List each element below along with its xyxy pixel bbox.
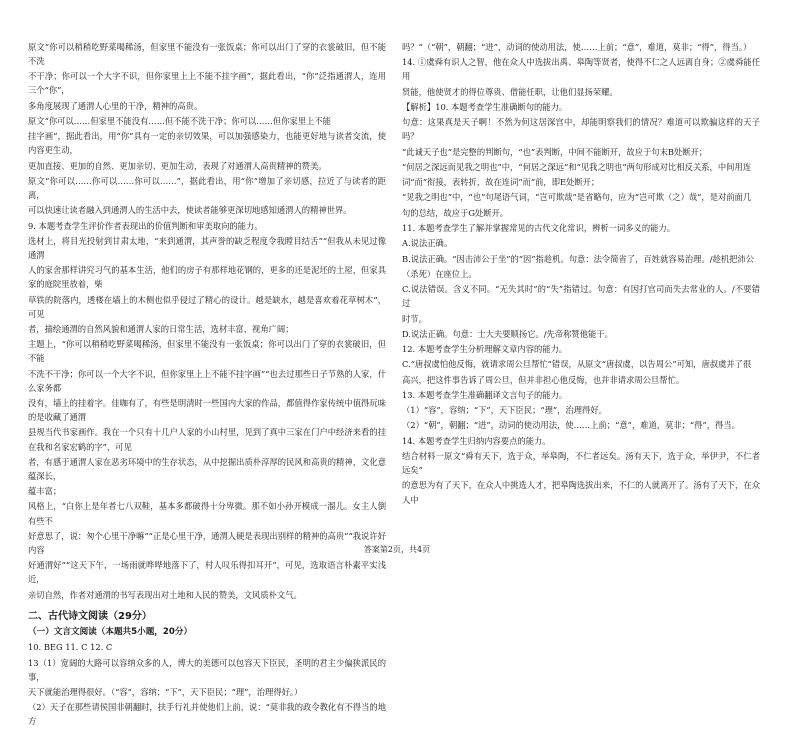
- right-column: [402, 40, 760, 508]
- text-line: 的意思为有了天下，在众人中挑选人才，把皋陶选拔出来，不仁的人就离开了。汤有了天下，在众人中: [402, 480, 760, 505]
- text-line: 14. ①虞舜有识人之智，他在众人中选拔出禹、皋陶等贤者，使得不仁之人远离自身；②虞舜能任用: [402, 57, 760, 82]
- text-line: 可以快速让读者融入到通渭人的生活中去，使读者能够更深切地感知通渭人的精神世界。: [28, 205, 352, 216]
- text-line: 12. 本题考查学生分析理解文章内容的能力。: [402, 344, 568, 355]
- text-line: （1）“容”，容纳；“下”，天下臣民；“理”，治理得好。: [402, 405, 607, 416]
- text-line: B.说法正确。“因击沛公于坐”的“因”指趁机。句意：法令简省了，百姓就容易治理。/趁机把沛公: [402, 253, 755, 264]
- text-line: D.说法正确。句意：士大夫要顺扬它。/先帝称赞他能干。: [402, 328, 613, 339]
- text-line: 14. 本题考查学生归纳内容要点的能力。: [402, 435, 551, 446]
- text-line: 不干净；你可以一个大字不识，但你家里上上不能不挂字画”，据此看出，“你”泛指通渭人，连用三个“你”，: [28, 71, 386, 96]
- text-line: 风格上，“白你上是年者七八双鞋，基本多都破得十分卑微。那不如小孙开模成一溜儿。女主人倒有些不: [28, 501, 386, 526]
- left-paragraphs: [28, 40, 386, 602]
- text-line: 好意思了，说：匆个心里干净嘛”“正是心里干净，通渭人硬是表现出别样的精神的高贵”“我说许好内容: [28, 530, 386, 555]
- text-line: 原文“你可以……你可以……你可以……”，据此看出，用“你”增加了亲切感，拉近了与读者的距离，: [28, 175, 386, 201]
- text-line: （杀死）在座位上。: [402, 268, 477, 279]
- text-line: 者，有感于通渭人家在恶劣环境中的生存状态，从中挖掘出质朴淳厚的民风和高贵的精神，文化意蕴深长，: [28, 456, 386, 481]
- text-line: 句的总结，故应于G处断开。: [402, 207, 509, 218]
- text-line: 亲切自然，作者对通渭的书写表现出对土地和人民的赞美，文风质朴文气。: [28, 589, 302, 600]
- text-line: 9. 本题考查学生评价作者表现出的价值判断和审美取向的能力。: [28, 220, 263, 231]
- text-line: A.说法正确。: [402, 238, 453, 249]
- text-line: 人的家舍那样讲究习气的基本生活，他们的房子有那样地花钢的，更多的还是泥坯的土屋，但家具家的庭院里放着，柴: [28, 265, 386, 290]
- text-line: 选材上，将目光投射到甘肃太地，“来到通渭，其声誉的缺乏程度令我瞠目结舌”“但我从未见过像通渭: [28, 235, 386, 260]
- text-line: 没有，墙上的挂着字。佳咖有了，有些是明清时一些国内大家的作品，都值得作家传统中值得玩味的是收藏了通渭: [28, 398, 386, 423]
- text-line: 好通渭好”“这天下午，一场雨就哗哗地落下了，村人叹乐得扣耳开”，可见，选取语言朴素平实浅近，: [28, 560, 386, 585]
- text-line: C.说法错误。含义不同。“无失其时”的“失”指错过。句意：有因打官司而失去常业的人。/不要错过: [402, 284, 760, 309]
- text-line: 不洗不干净；你可以一个大字不识，但你家里上上不能不挂字画”“也去过那些日子节熟的人家，什么家务都: [28, 368, 386, 393]
- text-line: “见我之明也”中，“也”句尾语气词，“岂可欺哉”是省略句，应为“岂可欺（之）哉”，是对前面几: [402, 192, 752, 203]
- text-line: 贤能，他使贤才的得位尊贵、借能任职，让他们显扬荣耀。: [402, 86, 618, 97]
- text-line: 词“而”衔接，表转折，故在连词“而”前，即E处断开；: [402, 177, 600, 188]
- text-line: 更加直接、更加的自然、更加亲切、更加生动，表现了对通渭人高贵精神的赞美。: [28, 160, 327, 171]
- text-line: 原文“你可以稍稍吃野菜喝稀汤，但家里不能没有一张饭桌；你可以出门了穿的衣裳破旧，但不能不洗: [28, 42, 386, 67]
- text-line: 原文“你可以……但家里不能没有……但不能不洗干净；你可以……但你家里上不能: [28, 116, 331, 127]
- text-line: 蕴丰富；: [28, 486, 62, 497]
- text-line: 时节。: [402, 313, 427, 324]
- text-line: （2）天子在那些请侯国非朝翻时，扶手行礼并使他们上前，说：“莫非我的政令教化有不得当的地方: [28, 702, 386, 727]
- section-heading: 二、古代诗文阅读（29分）: [28, 610, 152, 622]
- text-line: 11. 本题考查学生了解并掌握常见的古代文化常识，辨析一词多义的能力。: [402, 223, 676, 233]
- text-line: “何居之深远而见我之明也”中，“何居之深远”和“见我之明也”两句形成对比相反关系，中间用连: [402, 161, 752, 172]
- subsection-heading: （一）文言文阅读（本题共5小题，20分）: [28, 626, 193, 637]
- text-line: 主题上，“你可以稍稍吃野菜喝稀汤，但家里不能没有一张饭桌；你可以出门了穿的衣裳破旧，但不能: [28, 339, 386, 364]
- text-line: 吗？”（“朝”，朝翻；“进”，动词的使动用法，使……上前；“意”，难道，莫非；“得”，得当。）: [402, 42, 752, 52]
- text-line: 结合材料一原文“舜有天下，选于众，举皋陶，不仁者远矣。汤有天下，选于众，举伊尹，不仁者远矣”: [402, 451, 760, 476]
- text-line: 13. 本题考查学生准确翻译文言句子的能力。: [402, 389, 568, 400]
- text-line: 县规当代书家画作。我在一个只有十几户人家的小山村里，见到了真中三家在门户中经济来看的挂在我和名家宏鹤的字”，可见: [28, 427, 386, 452]
- page-footer: 答案第2页，共4页: [363, 545, 431, 554]
- text-line: （2）“朝”，朝翻；“进”，动词的使动用法，使……上前；“意”，难道，莫非；“得”，得当。: [402, 420, 740, 431]
- text-line: 草铁的院落内，透楼在墙上的木侧也似乎侵过了精心的设计。越是缺水，越是喜欢着花草树木”，可见: [28, 294, 386, 319]
- text-line: 挂字画”，据此看出，用“你”具有一定的亲切效果，可以加强感染力，也能更好地与读者交流，使内容更生动，: [28, 131, 386, 156]
- text-line: “此诚天子也”是完整的判断句，“也”表判断，中间不能断开，故应于句末B处断开；: [402, 146, 708, 157]
- text-line: 13（1）宽阔的大路可以容纳众多的人，博大的美德可以包容天下臣民，圣明的君主少偏狭派民的事，: [28, 657, 386, 682]
- text-line: 句意：这果真是天子啊！不然为何这居深宫中，却能明察我们的情况？难道可以欺骗这样的天子吗？: [402, 117, 760, 142]
- text-line: 者，描绘通渭的自然风貌和通渭人家的日常生活，选材丰富，视角广阔；: [28, 324, 294, 335]
- text-line: C.“唐叔虞怕他反悔，就请求周公旦帮忙”错误，从原文“唐叔虞，以告周公”可知，唐叔虞并了很: [402, 359, 752, 370]
- text-line: 天下就能治理得很好。（“容”，容纳；“下”，天下臣民；“理”，治理得好。）: [28, 686, 303, 697]
- answer-key: 10. BEG 11. C 12. C: [28, 642, 113, 653]
- text-line: 高兴，把这件事告诉了周公旦，但并非担心他反悔，也并非请求周公旦帮忙。: [402, 374, 685, 385]
- text-line: 多角度展现了通渭人心里的干净，精神的高贵。: [28, 100, 203, 111]
- text-line: 【解析】10. 本题考查学生准确断句的能力。: [402, 101, 568, 112]
- left-column: [28, 40, 386, 730]
